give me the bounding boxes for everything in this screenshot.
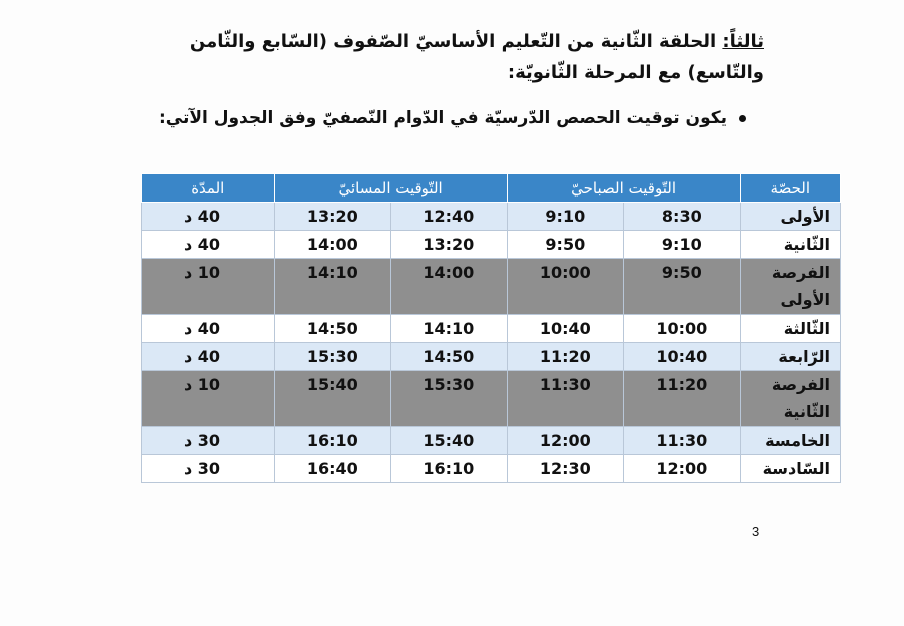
header-evening: التّوقيت المسائيّ	[274, 174, 507, 203]
period-name: الأولى	[740, 203, 840, 231]
morning-start: 12:00	[624, 455, 741, 483]
table-row	[142, 455, 841, 483]
duration: 10 د	[142, 259, 275, 315]
period-name: الرّابعة	[740, 343, 840, 371]
evening-end: 14:50	[274, 315, 391, 343]
morning-start: 11:30	[624, 427, 741, 455]
morning-end: 12:30	[507, 455, 624, 483]
period-name: الخامسة	[740, 427, 840, 455]
duration: 40 د	[142, 231, 275, 259]
header-duration: المدّة	[142, 174, 275, 203]
evening-start: 16:10	[391, 455, 508, 483]
morning-end: 12:00	[507, 427, 624, 455]
period-name: الفرصة الأولى	[740, 259, 840, 315]
evening-end: 14:10	[274, 259, 391, 315]
header-period: الحصّة	[740, 174, 840, 203]
evening-start: 12:40	[391, 203, 508, 231]
morning-end: 9:10	[507, 203, 624, 231]
morning-start: 9:50	[624, 259, 741, 315]
morning-end: 9:50	[507, 231, 624, 259]
table-header-row	[142, 174, 841, 203]
schedule-table	[141, 173, 841, 483]
period-name: الثّانية	[740, 231, 840, 259]
evening-end: 13:20	[274, 203, 391, 231]
duration: 40 د	[142, 343, 275, 371]
evening-end: 14:00	[274, 231, 391, 259]
header-morning: التّوقيت الصباحيّ	[507, 174, 740, 203]
evening-start: 15:40	[391, 427, 508, 455]
period-name: السّادسة	[740, 455, 840, 483]
duration: 40 د	[142, 315, 275, 343]
morning-end: 11:30	[507, 371, 624, 427]
table-row-break	[142, 259, 841, 315]
intro-text: يكون توقيت الحصص الدّرسيّة في الدّوام النّصفيّ وفق الجدول الآتي:	[158, 108, 727, 128]
table-row	[142, 427, 841, 455]
duration: 30 د	[142, 427, 275, 455]
evening-end: 16:10	[274, 427, 391, 455]
section-heading-lead: ثالثاً:	[722, 31, 764, 52]
morning-end: 11:20	[507, 343, 624, 371]
duration: 30 د	[142, 455, 275, 483]
morning-start: 11:20	[624, 371, 741, 427]
table-row	[142, 231, 841, 259]
evening-end: 15:40	[274, 371, 391, 427]
morning-start: 8:30	[624, 203, 741, 231]
duration: 40 د	[142, 203, 275, 231]
evening-start: 14:00	[391, 259, 508, 315]
table-row	[142, 343, 841, 371]
morning-start: 10:40	[624, 343, 741, 371]
morning-end: 10:40	[507, 315, 624, 343]
period-name: الفرصة الثّانية	[740, 371, 840, 427]
evening-start: 14:10	[391, 315, 508, 343]
page-number: 3	[752, 524, 760, 539]
evening-start: 13:20	[391, 231, 508, 259]
section-heading-text: الحلقة الثّانية من التّعليم الأساسيّ الصّفوف (السّابع والثّامن والتّاسع) مع المرحلة الثّانويّة:	[189, 31, 764, 83]
table-row-break	[142, 371, 841, 427]
evening-end: 15:30	[274, 343, 391, 371]
evening-start: 14:50	[391, 343, 508, 371]
morning-start: 10:00	[624, 315, 741, 343]
evening-end: 16:40	[274, 455, 391, 483]
duration: 10 د	[142, 371, 275, 427]
morning-start: 9:10	[624, 231, 741, 259]
morning-end: 10:00	[507, 259, 624, 315]
section-heading	[124, 26, 764, 88]
bullet-icon	[739, 115, 746, 122]
period-name: الثّالثة	[740, 315, 840, 343]
evening-start: 15:30	[391, 371, 508, 427]
table-row	[142, 315, 841, 343]
intro-bullet	[159, 108, 746, 128]
table-row	[142, 203, 841, 231]
